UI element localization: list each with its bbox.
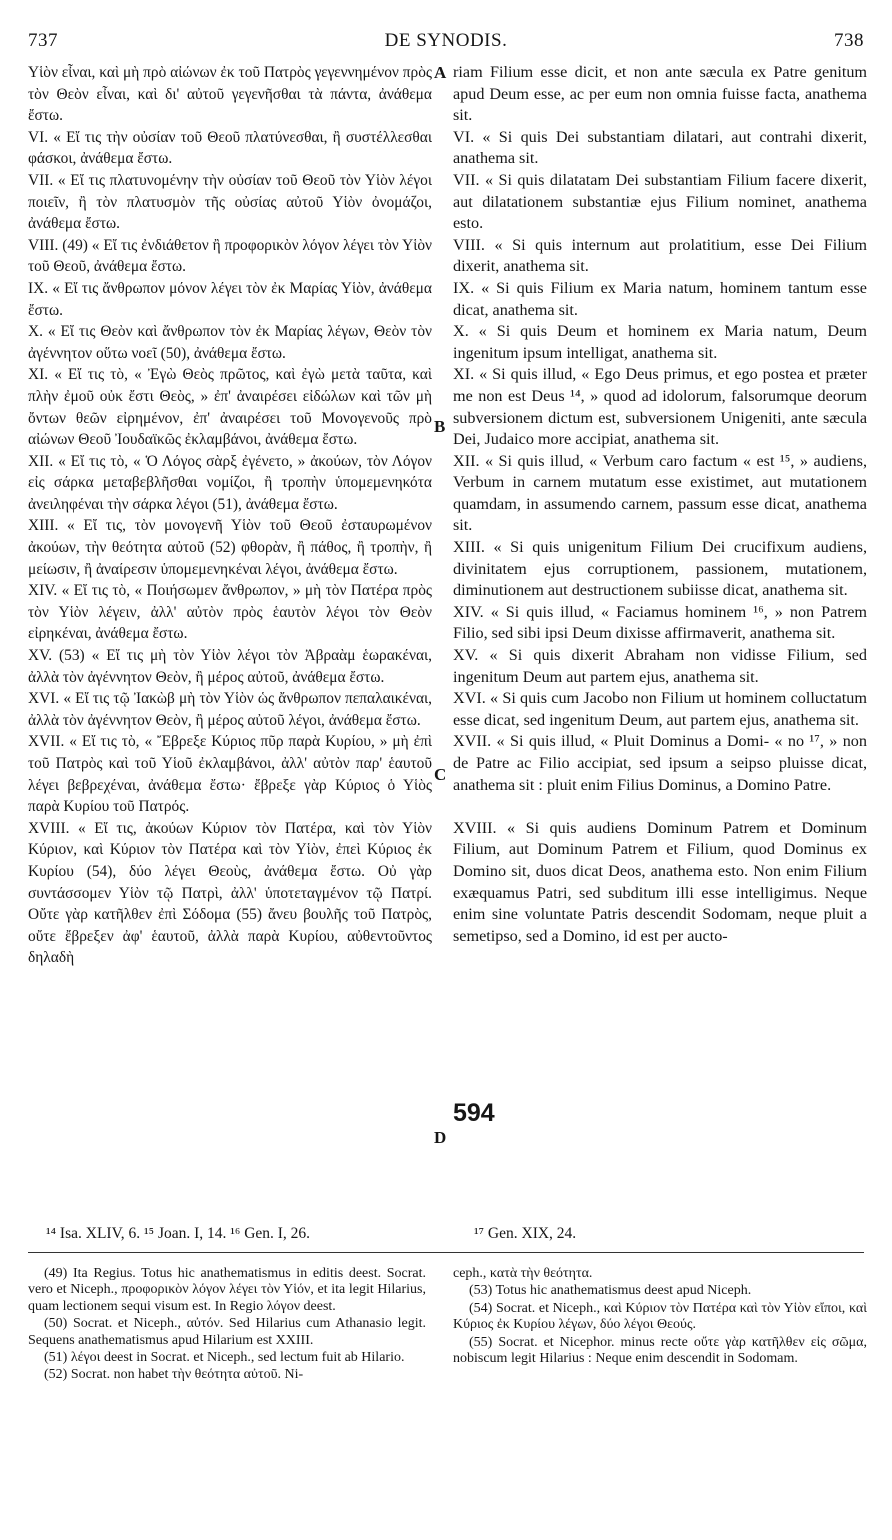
scripture-refs-left: ¹⁴ Isa. XLIV, 6. ¹⁵ Joan. I, 14. ¹⁶ Gen. I, 26. <box>46 1225 311 1242</box>
left-page-number: 737 <box>28 30 58 51</box>
footnotes-left <box>28 1266 426 1385</box>
page-header <box>28 30 864 56</box>
greek-paragraph: XIV. « Εἴ τις τὸ, « Ποιήσωμεν ἄνθρωπον, » μὴ τὸν Πατέρα πρὸς τὸν Υἱὸν λέγειν, ἀλλ' αὐτὸν πρὸς ἑαυτὸν λέγοι τὸν Θεὸν εἰρηκέναι, ἀνάθεμα ἔστω. <box>28 582 432 643</box>
footnote: (50) Socrat. et Niceph., αὐτόν. Sed Hilarius cum Athanasio legit. Sequens anathematismus apud Hilarium est XXIII. <box>28 1316 426 1348</box>
margin-letter-b: B <box>434 417 446 436</box>
notes-divider <box>28 1252 864 1253</box>
latin-paragraph: IX. « Si quis Filium ex Maria natum, hominem tantum esse dicat, anathema sit. <box>453 278 867 319</box>
greek-paragraph: XIII. « Εἴ τις, τὸν μονογενῆ Υἱὸν τοῦ Θεοῦ ἐσταυρωμένον ἀκούων, τὴν θεότητα αὐτοῦ (52) φθορὰν, ἢ πάθος, ἢ τροπὴν, ἢ μείωσιν, ἢ ἀναίρεσιν ὑπομεμενηκέναι λέγοι, ἀνάθεμα ἔστω. <box>28 517 432 578</box>
footnote: (52) Socrat. non habet τὴν θεότητα αὐτοῦ. Ni- <box>44 1367 304 1383</box>
latin-paragraph: XI. « Si quis illud, « Ego Deus primus, et ego postea et præter me non est Deus ¹⁴, » quod ad idolorum, falsorumque deorum subversionem dictum est, subversionem Unigeniti, ante sæcula Dei, Judaico more accipiat, anathema sit. <box>453 365 867 449</box>
greek-paragraph: XII. « Εἴ τις τὸ, « Ὁ Λόγος σὰρξ ἐγένετο, » ἀκούων, τὸν Λόγον εἰς σάρκα μεταβεβλῆσθαι νομίζοι, ἢ τροπὴν ὑπομεμενηκότα ἀνειληφέναι τὴν σάρκα λέγοι (51), ἀνάθεμα ἔστω. <box>28 452 432 513</box>
footnote: (53) Totus hic anathematismus deest apud Niceph. <box>469 1283 752 1299</box>
column-number-594: 594 <box>453 1099 495 1127</box>
footnote: (51) λέγοι deest in Socrat. et Niceph., sed lectum fuit ab Hilario. <box>44 1350 405 1366</box>
running-title: DE SYNODIS. <box>384 30 508 51</box>
margin-letter-d: D <box>434 1128 447 1147</box>
greek-paragraph: VIII. (49) « Εἴ τις ἐνδιάθετον ἢ προφορικὸν λόγον λέγει τὸν Υἱὸν τοῦ Θεοῦ, ἀνάθεμα ἔστω. <box>28 236 432 276</box>
paragraph-spacer <box>453 796 867 818</box>
right-page-number: 738 <box>834 30 864 51</box>
greek-paragraph: XVIII. « Εἴ τις, ἀκούων Κύριον τὸν Πατέρα, καὶ τὸν Υἱὸν Κύριον, καὶ Κύριον τὸν Πατέρα καὶ τὸν Υἱὸν, ἐπεὶ Κύριος ἐκ Κυρίου (54), δύο λέγει Θεοὺς, ἀνάθεμα ἔστω. Οὐ γὰρ συντάσσομεν Υἱὸν τῷ Πατρὶ, ἀλλ' ὑποτεταγμένον τῷ Πατρί. Οὔτε γὰρ κατῆλθεν ἐπὶ Σόδομα (55) ἄνευ βουλῆς τοῦ Πατρὸς, οὔτε ἔβρεξεν ἀφ' ἑαυτοῦ, ἀλλὰ παρὰ Κυρίου, αὐθεντοῦντος δηλαδὴ <box>28 819 432 967</box>
latin-paragraph: XIII. « Si quis unigenitum Filium Dei crucifixum audiens, divinitatem ejus corruptionem, passionem, mutationem, diminutionem aut destructionem subiisse dicat, anathema sit. <box>453 538 867 600</box>
footnote: (55) Socrat. et Nicephor. minus recte οὔτε γὰρ κατῆλθεν εἰς σῶμα, nobiscum legit Hilarius : Neque enim descendit in Sodomam. <box>453 1334 867 1367</box>
latin-paragraph: XVIII. « Si quis audiens Dominum Patrem et Dominum Filium, aut Dominum Patrem et Filium, quod Dominus ex Domino sit, duos dicat Deos, anathema esto. Non enim Filium exæquamus Patri, sed subditum illi esse intelligimus. Neque enim sine voluntate Patris descendit Sodomam, neque pluit a semetipso, sed a Domino, id est per aucto- <box>453 818 867 945</box>
latin-paragraph: XIV. « Si quis illud, « Faciamus hominem ¹⁶, » non Patrem Filio, sed sibi ipsi Deum dixisse affirmaverit, anathema sit. <box>453 602 867 643</box>
latin-paragraph: XII. « Si quis illud, « Verbum caro factum « est ¹⁵, » audiens, Verbum in carnem mutatum esse existimet, aut mutationem quamdam, in assumendo carnem, passum esse dicat, anathema sit. <box>453 451 867 535</box>
latin-paragraph: VIII. « Si quis internum aut prolatitium, esse Dei Filium dixerit, anathema sit. <box>453 235 867 276</box>
latin-paragraph: XVI. « Si quis cum Jacobo non Filium ut hominem colluctatum esse dicat, sed ingenitum Deum, aut partem ejus, anathema sit. <box>453 689 867 729</box>
greek-paragraph: XI. « Εἴ τις τὸ, « Ἐγὼ Θεὸς πρῶτος, καὶ ἐγὼ μετὰ ταῦτα, καὶ πλὴν ἐμοῦ οὐκ ἔστι Θεὸς, » ἐπ' ἀναιρέσει εἰδώλων καὶ τῶν μὴ ὄντων θεῶν εἰρημένον, ἐπ' ἀναιρέσει τοῦ Μονογενοῦς πρὸ αἰώνων Θεοῦ Ἰουδαϊκῶς ἐκλαμβάνοι, ἀνάθεμα ἔστω. <box>28 366 432 449</box>
latin-paragraph: VII. « Si quis dilatatam Dei substantiam Filium facere dixerit, aut dilatationem substantiæ ejus Filium nominet, anathema esto. <box>453 170 867 233</box>
latin-column <box>453 62 867 947</box>
greek-paragraph: VII. « Εἴ τις πλατυνομένην τὴν οὐσίαν τοῦ Θεοῦ τὸν Υἱὸν λέγοι ποιεῖν, ἢ τὸν πλατυσμὸν τῆς οὐσίας αὐτοῦ Υἱὸν ὀνομάζοι, ἀνάθεμα ἔστω. <box>28 171 432 233</box>
latin-paragraph: XVII. « Si quis illud, « Pluit Dominus a Domi- « no ¹⁷, » non de Patre ac Filio accipiat, sed ipsum a seipso pluisse dicat, anathema sit : pluit enim Filius Dominus, a Domino Patre. <box>453 732 867 794</box>
latin-paragraph: XV. « Si quis dixerit Abraham non vidisse Filium, sed ingenitum Deum aut partem ejus, anathema sit. <box>453 646 867 686</box>
greek-paragraph: XVI. « Εἴ τις τῷ Ἰακὼβ μὴ τὸν Υἱὸν ὡς ἄνθρωπον πεπαλαικέναι, ἀλλὰ τὸν ἀγέννητον Θεὸν, ἢ μέρος αὐτοῦ λέγοι, ἀνάθεμα ἔστω. <box>28 690 432 729</box>
latin-paragraph: VI. « Si quis Dei substantiam dilatari, aut contrahi dixerit, anathema sit. <box>453 127 867 168</box>
greek-paragraph: VI. « Εἴ τις τὴν οὐσίαν τοῦ Θεοῦ πλατύνεσθαι, ἢ συστέλλεσθαι φάσκοι, ἀνάθεμα ἔστω. <box>28 128 432 168</box>
footnotes-right <box>453 1266 867 1368</box>
margin-letter-a: A <box>434 63 447 82</box>
greek-paragraph: Υἱὸν εἶναι, καὶ μὴ πρὸ αἰώνων ἐκ τοῦ Πατρὸς γεγεννημένον πρὸς τὸν Θεὸν εἶναι, καὶ δι' αὐτοῦ γεγενῆσθαι τὰ πάντα, ἀνάθεμα ἔστω. <box>28 64 432 125</box>
greek-paragraph: XV. (53) « Εἴ τις μὴ τὸν Υἱὸν λέγοι τὸν Ἀβραὰμ ἑωρακέναι, ἀλλὰ τὸν ἀγέννητον Θεὸν, ἢ μέρος αὐτοῦ, ἀνάθεμα ἔστω. <box>28 647 432 686</box>
greek-paragraph: IX. « Εἴ τις ἄνθρωπον μόνον λέγει τὸν ἐκ Μαρίας Υἱὸν, ἀνάθεμα ἔστω. <box>28 279 432 319</box>
greek-column <box>28 62 432 969</box>
margin-letter-c: C <box>434 765 447 784</box>
latin-paragraph: X. « Si quis Deum et hominem ex Maria natum, Deum ingenitum ipsum intelligat, anathema sit. <box>453 322 867 362</box>
greek-paragraph: XVII. « Εἴ τις τὸ, « Ἔβρεξε Κύριος πῦρ παρὰ Κυρίου, » μὴ ἐπὶ τοῦ Πατρὸς καὶ τοῦ Υἱοῦ ἐκλαμβάνοι, ἀλλ' αὐτὸν παρ' ἑαυτοῦ λέγει βεβρεχέναι, ἀνάθεμα ἔστω· ἔβρεξε γὰρ Κύριος ὁ Υἱὸς παρὰ Κυρίου τοῦ Πατρός. <box>28 733 432 816</box>
footnote: (49) Ita Regius. Totus hic anathematismus in editis deest. Socrat. vero et Niceph., προφορικὸν λόγον λέγει τὸν Υἱόν, et ita legit Hilarius, quam lectionem sequi visum est. In Regio λόγον deest. <box>28 1266 426 1314</box>
latin-paragraph: riam Filium esse dicit, et non ante sæcula ex Patre genitum apud Deum esse, ac per eum non omnia fuisse facta, anathema sit. <box>453 63 867 125</box>
greek-paragraph: X. « Εἴ τις Θεὸν καὶ ἄνθρωπον τὸν ἐκ Μαρίας λέγων, Θεὸν τὸν ἀγέννητον οὕτω νοεῖ (50), ἀνάθεμα ἔστω. <box>28 323 432 362</box>
footnote: (54) Socrat. et Niceph., καὶ Κύριον τὸν Πατέρα καὶ τὸν Υἱὸν εἴποι, καὶ Κύριος ἐκ Κυρίου λέγων, δύο λέγοι Θεούς. <box>453 1300 867 1333</box>
footnote: ceph., κατὰ τὴν θεότητα. <box>453 1266 593 1281</box>
scripture-refs-right: ¹⁷ Gen. XIX, 24. <box>474 1225 577 1242</box>
